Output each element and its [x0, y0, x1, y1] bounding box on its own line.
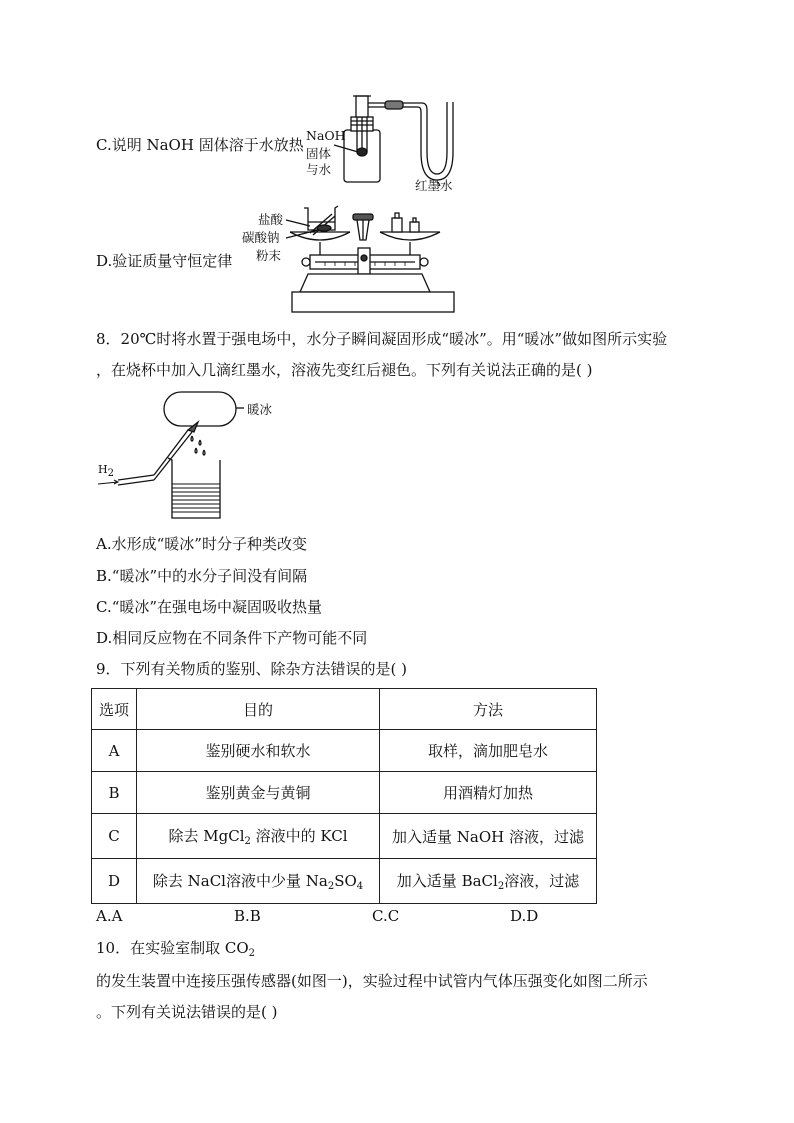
cell-option: B [92, 772, 137, 814]
q8-option-d: D.相同反应物在不同条件下产物可能不同 [96, 629, 368, 647]
q9-answer-c: C.C [372, 907, 400, 925]
label-hcl: 盐酸 [258, 212, 284, 227]
label-solid: 固体 [306, 146, 332, 161]
q9-table [91, 688, 597, 904]
cell-goal: 除去 NaCl溶液中少量 $Na_2SO_4$ [137, 859, 380, 904]
label-red-ink: 红墨水 [415, 178, 453, 193]
table-header-row [92, 689, 597, 730]
cell-option: A [92, 730, 137, 772]
label-h2: $H_2$ [98, 463, 114, 479]
label-water: 与水 [306, 162, 332, 177]
cell-option: C [92, 814, 137, 859]
cell-method: 用酒精灯加热 [380, 772, 597, 814]
header-goal: 目的 [137, 689, 380, 730]
table-row [92, 730, 597, 772]
q8-stem-line1: 8．20℃时将水置于强电场中，水分子瞬间凝固形成“暖冰”。用“暖冰”做如图所示实验 [96, 330, 668, 348]
table-row [92, 772, 597, 814]
label-na2co3: 碳酸钠 [242, 230, 280, 245]
label-warm-ice: 暖冰 [247, 402, 273, 417]
q9-answer-b: B.B [234, 907, 261, 925]
cell-goal: 除去 MgCl$_2$ 溶液中的 KCl [137, 814, 380, 859]
q10-stem-line3: 。下列有关说法错误的是( ) [96, 1003, 278, 1021]
q9-answer-d: D.D [510, 907, 539, 925]
cell-goal: 鉴别黄金与黄铜 [137, 772, 380, 814]
cell-goal: 鉴别硬水和软水 [137, 730, 380, 772]
label-powder: 粉末 [256, 248, 282, 263]
q8-option-a: A.水形成“暖冰”时分子种类改变 [96, 535, 307, 553]
option-7c: C.说明 NaOH 固体溶于水放热 [96, 136, 304, 154]
q8-option-c: C.“暖冰”在强电场中凝固吸收热量 [96, 598, 323, 616]
cell-option: D [92, 859, 137, 904]
label-naoh: NaOH [306, 128, 346, 143]
q10-stem-line1: 10．在实验室制取 $CO_2$ [96, 939, 256, 959]
q9-answer-a: A.A [96, 907, 123, 925]
table-row [92, 814, 597, 859]
header-method: 方法 [380, 689, 597, 730]
q8-option-b: B.“暖冰”中的水分子间没有间隔 [96, 567, 308, 585]
q8-stem-line2: ，在烧杯中加入几滴红墨水，溶液先变红后褪色。下列有关说法正确的是( ) [96, 361, 593, 379]
cell-method: 加入适量 NaOH 溶液，过滤 [380, 814, 597, 859]
cell-method: 取样，滴加肥皂水 [380, 730, 597, 772]
header-option: 选项 [92, 689, 137, 730]
option-7d: D.验证质量守恒定律 [96, 252, 233, 270]
q10-stem-line2: 的发生装置中连接压强传感器(如图一)，实验过程中试管内气体压强变化如图二所示 [96, 972, 648, 990]
q9-stem: 9．下列有关物质的鉴别、除杂方法错误的是( ) [96, 660, 408, 678]
table-row [92, 859, 597, 904]
mass-conservation-figure [280, 200, 465, 320]
cell-method: 加入适量 BaCl$_2$溶液，过滤 [380, 859, 597, 904]
